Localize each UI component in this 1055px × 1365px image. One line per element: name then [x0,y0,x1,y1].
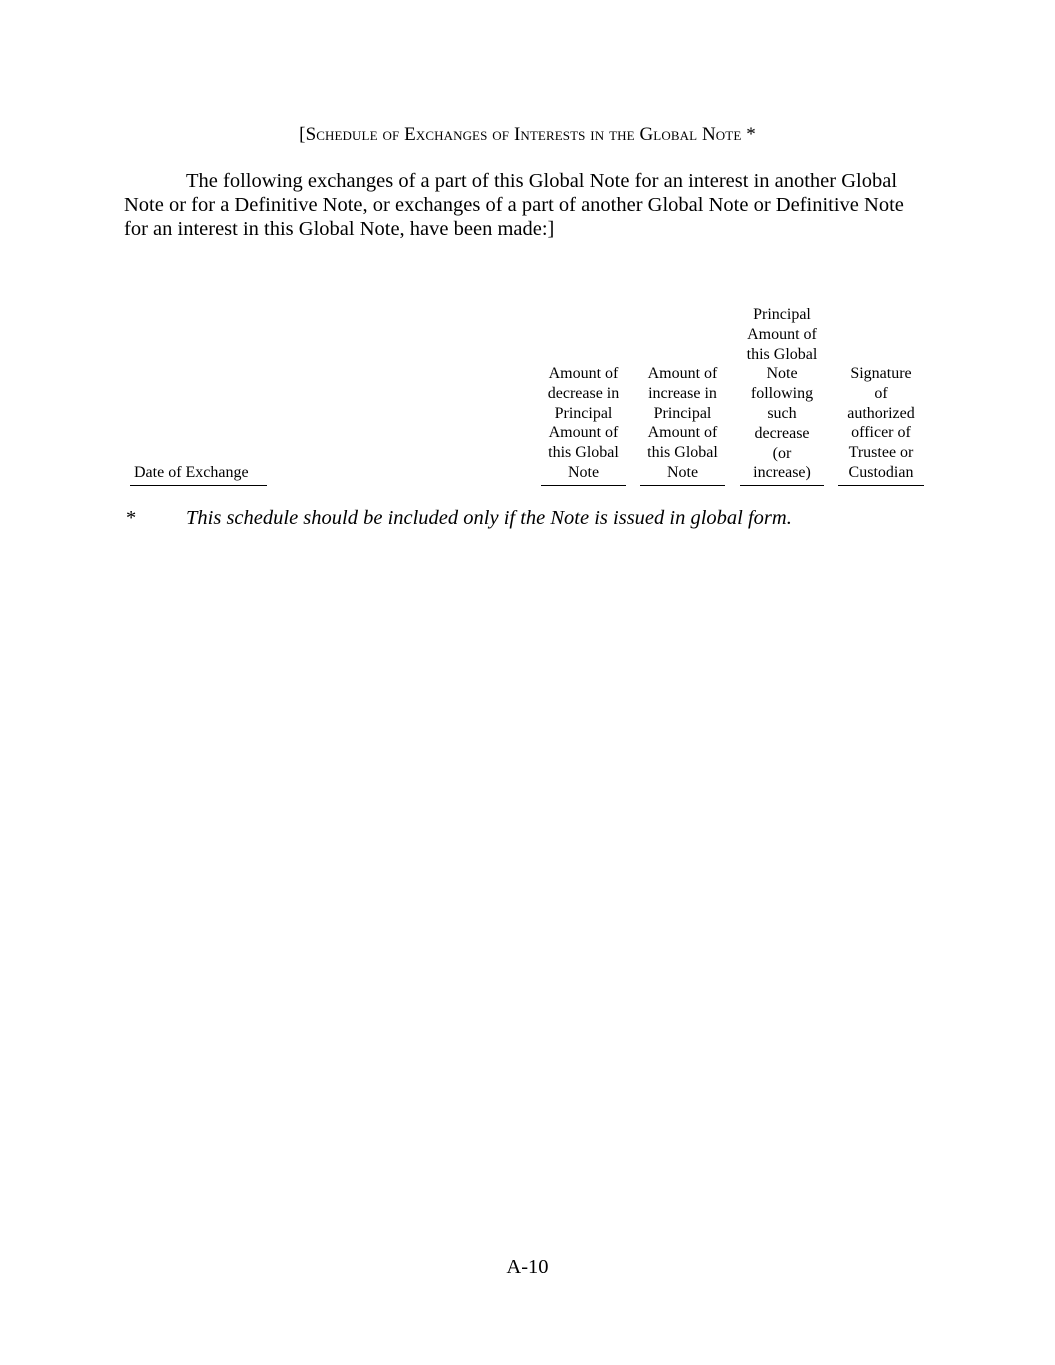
header-line: following [750,385,814,403]
header-line: Signature [850,365,912,382]
header-line: increase) [753,464,811,482]
header-line: Amount of [548,424,619,442]
column-header-decrease [541,364,626,486]
column-amount-of-increase [640,364,725,486]
header-line: this Global [548,444,619,462]
header-line: increase in [648,384,717,402]
column-header-increase [640,364,725,486]
header-line: Note [666,463,699,481]
header-line: Amount of [548,365,619,382]
header-line: Principal [554,404,613,422]
header-line: officer of [851,424,911,442]
header-line: Note [567,463,600,481]
column-header-date [130,463,267,486]
footnote-mark: * [126,507,137,529]
column-header-signature [838,364,924,486]
heading-asterisk: * [741,124,756,145]
footnote-text: This schedule should be included only if the Note is issued in global form. [186,507,792,529]
header-line: Note [766,365,798,383]
column-date-of-exchange [130,463,267,486]
header-line: this Global [746,345,818,363]
header-line: authorized [847,404,915,422]
column-amount-of-decrease [541,364,626,486]
column-header-following [740,305,824,486]
column-principal-following [740,305,824,486]
header-line: of [874,384,888,402]
header-line: (or [772,444,792,462]
header-line: Principal [753,306,811,323]
header-line: Principal [653,404,712,422]
header-line: such [767,404,797,422]
header-line: this Global [647,444,718,462]
heading-title: Schedule of Exchanges of Interests in the Global Note [305,124,742,145]
header-line: Amount of [647,365,718,382]
intro-paragraph: The following exchanges of a part of this Global Note for an interest in another Global Note or for a Definitive Note, or exchanges of a part of another Global Note or Definitive Note for an interest in this Global Note, have been made:] [124,170,904,240]
header-line: Date of Exchange [134,464,249,481]
header-line: Custodian [848,463,914,481]
header-line: decrease in [547,384,620,402]
header-line: Trustee or [848,444,914,462]
column-signature [838,364,924,486]
header-line: Amount of [647,424,718,442]
schedule-heading [0,124,1055,146]
header-line: decrease [754,424,810,442]
header-line: Amount of [747,325,817,343]
heading-open-bracket: [ [299,124,306,145]
page-number: A-10 [506,1256,549,1278]
